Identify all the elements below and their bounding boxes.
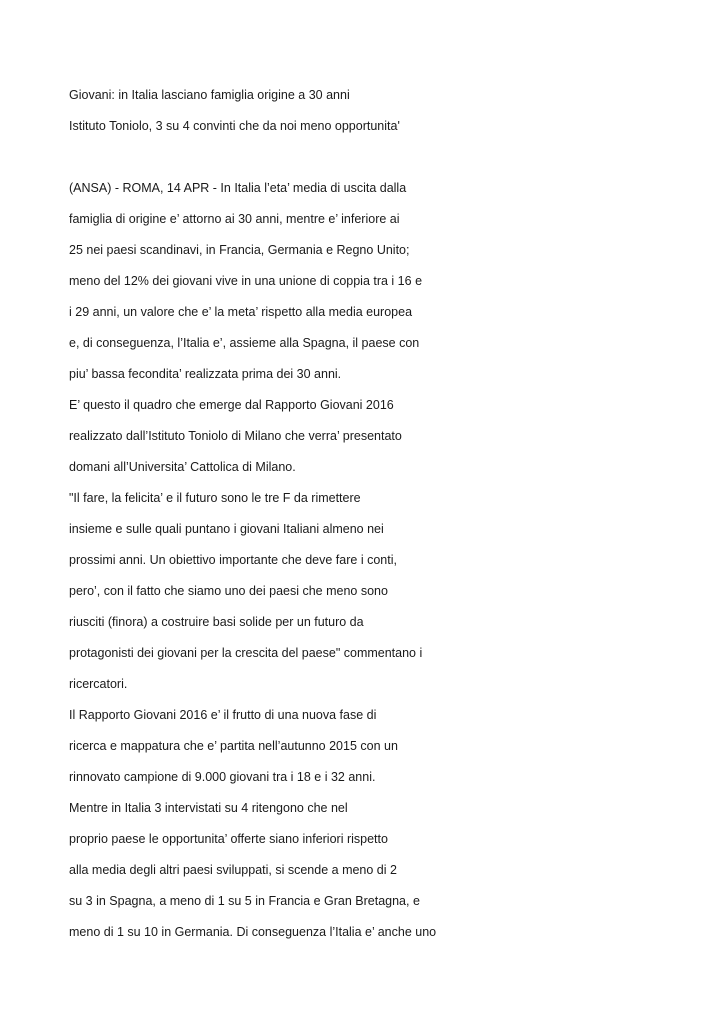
- body-line: i 29 anni, un valore che e’ la meta’ rispetto alla media europea: [69, 305, 413, 319]
- body-line: famiglia di origine e’ attorno ai 30 anni, mentre e’ inferiore ai: [69, 212, 400, 226]
- body-line: domani all’Universita’ Cattolica di Milano.: [69, 460, 296, 474]
- body-line: meno del 12% dei giovani vive in una unione di coppia tra i 16 e: [69, 274, 423, 288]
- body-line: alla media degli altri paesi sviluppati, si scende a meno di 2: [69, 863, 397, 877]
- body-line: ricercatori.: [69, 677, 128, 691]
- body-line: 25 nei paesi scandinavi, in Francia, Germania e Regno Unito;: [69, 243, 410, 257]
- body-line: (ANSA) - ROMA, 14 APR - In Italia l’eta’ media di uscita dalla: [69, 181, 407, 195]
- subheadline: Istituto Toniolo, 3 su 4 convinti che da noi meno opportunita': [69, 119, 400, 133]
- body-line: "Il fare, la felicita’ e il futuro sono le tre F da rimettere: [69, 491, 361, 505]
- body-line: meno di 1 su 10 in Germania. Di conseguenza l’Italia e’ anche uno: [69, 925, 437, 939]
- body-line: Mentre in Italia 3 intervistati su 4 ritengono che nel: [69, 801, 348, 815]
- body-line: pero’, con il fatto che siamo uno dei paesi che meno sono: [69, 584, 388, 598]
- body-line: protagonisti dei giovani per la crescita del paese" commentano i: [69, 646, 423, 660]
- body-line: prossimi anni. Un obiettivo importante che deve fare i conti,: [69, 553, 397, 567]
- body-line: e, di conseguenza, l’Italia e’, assieme alla Spagna, il paese con: [69, 336, 420, 350]
- body-line: rinnovato campione di 9.000 giovani tra i 18 e i 32 anni.: [69, 770, 376, 784]
- body-line: Il Rapporto Giovani 2016 e’ il frutto di una nuova fase di: [69, 708, 377, 722]
- body-line: insieme e sulle quali puntano i giovani Italiani almeno nei: [69, 522, 384, 536]
- body-line: riusciti (finora) a costruire basi solide per un futuro da: [69, 615, 364, 629]
- body-line: realizzato dall’Istituto Toniolo di Milano che verra’ presentato: [69, 429, 402, 443]
- body-line: proprio paese le opportunita’ offerte siano inferiori rispetto: [69, 832, 388, 846]
- body-line: ricerca e mappatura che e’ partita nell’autunno 2015 con un: [69, 739, 398, 753]
- body-line: piu’ bassa fecondita’ realizzata prima dei 30 anni.: [69, 367, 342, 381]
- body-line: E’ questo il quadro che emerge dal Rapporto Giovani 2016: [69, 398, 394, 412]
- body-line: su 3 in Spagna, a meno di 1 su 5 in Francia e Gran Bretagna, e: [69, 894, 420, 908]
- headline: Giovani: in Italia lasciano famiglia origine a 30 anni: [69, 88, 350, 102]
